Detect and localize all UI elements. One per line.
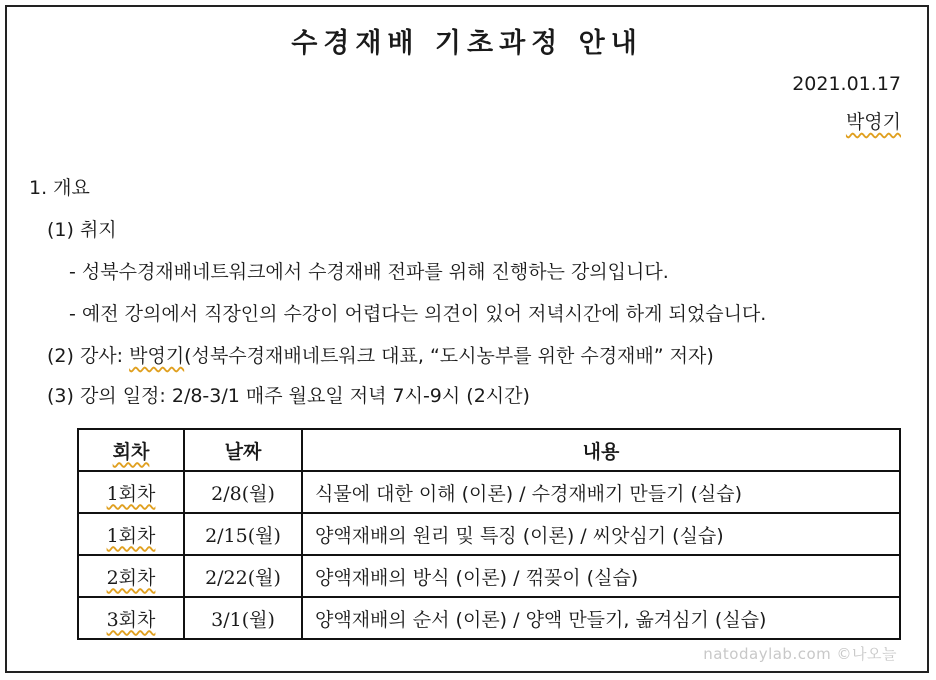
content-cell: 양액재배의 원리 및 특징 (이론) / 씨앗심기 (실습) bbox=[302, 513, 900, 555]
content-cell: 식물에 대한 이해 (이론) / 수경재배기 만들기 (실습) bbox=[302, 471, 900, 513]
round-cell: 1회차 bbox=[78, 513, 184, 555]
date-cell: 2/22(월) bbox=[184, 555, 302, 597]
content-cell: 양액재배의 방식 (이론) / 꺾꽂이 (실습) bbox=[302, 555, 900, 597]
document-author: 박영기 bbox=[845, 111, 901, 133]
instructor-prefix: (2) 강사: bbox=[47, 345, 130, 367]
document-page bbox=[5, 5, 929, 673]
header-content: 내용 bbox=[302, 429, 900, 471]
schedule-line: (3) 강의 일정: 2/8-3/1 매주 월요일 저녁 7시-9시 (2시간) bbox=[47, 385, 530, 407]
instructor-name: 박영기 bbox=[129, 345, 185, 367]
purpose-heading: (1) 취지 bbox=[47, 219, 117, 241]
schedule-table bbox=[77, 428, 901, 640]
round-cell: 3회차 bbox=[78, 597, 184, 639]
table-row bbox=[78, 597, 900, 639]
header-date: 날짜 bbox=[184, 429, 302, 471]
date-cell: 2/8(월) bbox=[184, 471, 302, 513]
table-header-row bbox=[78, 429, 900, 471]
content-cell: 양액재배의 순서 (이론) / 양액 만들기, 옮겨심기 (실습) bbox=[302, 597, 900, 639]
document-title: 수경재배 기초과정 안내 bbox=[291, 28, 643, 59]
header-round: 회차 bbox=[78, 429, 184, 471]
date-cell: 2/15(월) bbox=[184, 513, 302, 555]
purpose-item-2: - 예전 강의에서 직장인의 수강이 어렵다는 의견이 있어 저녁시간에 하게 되었습니다. bbox=[69, 303, 767, 325]
round-cell: 2회차 bbox=[78, 555, 184, 597]
round-cell: 1회차 bbox=[78, 471, 184, 513]
watermark: natodaylab.com ©나오늘 bbox=[703, 645, 897, 663]
instructor-detail: (성북수경재배네트워크 대표, “도시농부를 위한 수경재배” 저자) bbox=[184, 345, 714, 367]
overview-heading: 1. 개요 bbox=[29, 177, 90, 199]
purpose-item-1: - 성북수경재배네트워크에서 수경재배 전파를 위해 진행하는 강의입니다. bbox=[69, 261, 669, 283]
instructor-line bbox=[47, 341, 714, 368]
table-row bbox=[78, 471, 900, 513]
table-row bbox=[78, 513, 900, 555]
table-row bbox=[78, 555, 900, 597]
date-cell: 3/1(월) bbox=[184, 597, 302, 639]
document-date: 2021.01.17 bbox=[792, 73, 901, 95]
